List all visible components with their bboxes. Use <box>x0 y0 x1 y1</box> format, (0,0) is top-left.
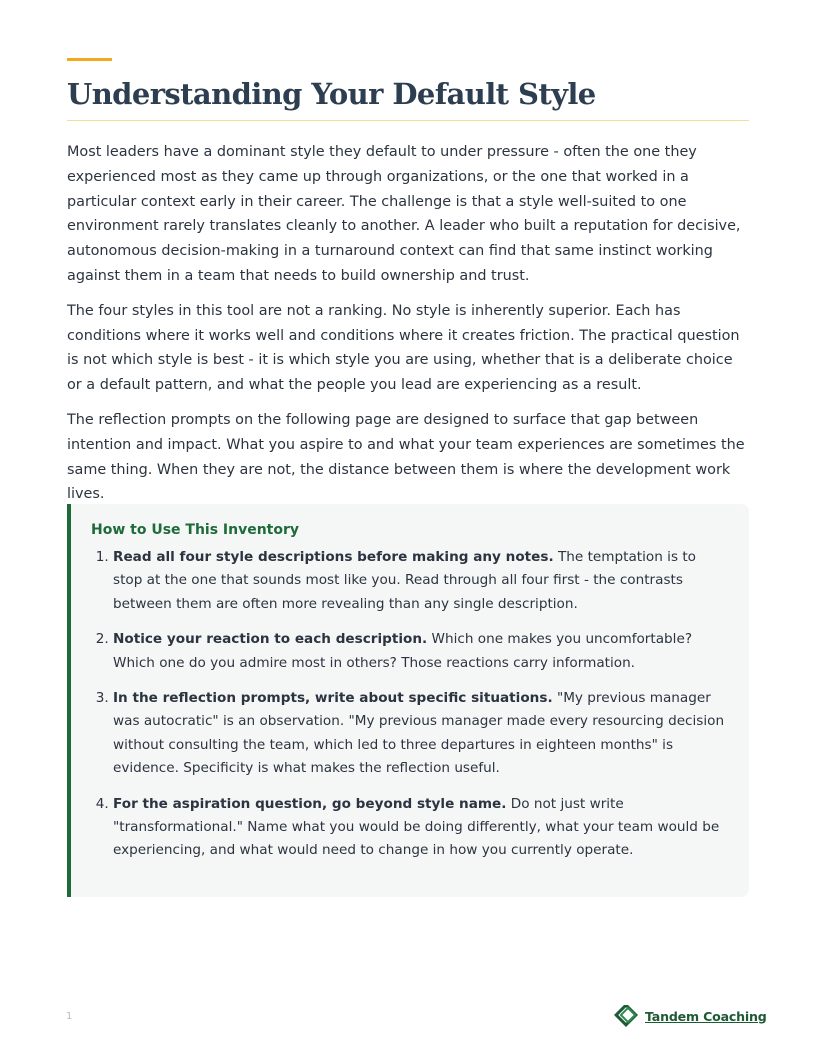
instruction-list <box>91 546 727 863</box>
list-item <box>113 687 727 781</box>
step-lead: Read all four style descriptions before making any notes. <box>113 549 554 565</box>
title-accent-bar <box>67 58 112 61</box>
tandem-logo-icon <box>614 1005 640 1027</box>
step-text: Do not just write "transformational." Name what you would be doing differently, what your team would be experiencing, and what would need to change in how you currently operate. <box>113 795 720 859</box>
step-lead: Notice your reaction to each description. <box>113 631 428 648</box>
brand-logo <box>614 1005 767 1027</box>
callout-heading: How to Use This Inventory <box>91 522 300 538</box>
list-item <box>113 546 727 616</box>
brand-name: Tandem Coaching <box>645 1008 767 1024</box>
paragraph-2: The four styles in this tool are not a ranking. No style is inherently superior. Each has conditions where it works well and conditions where it creates friction. The practical question is not which style is best - it is which style you are using, whether that is a deliberate choice or a default pattern, and what the people you lead are experiencing as a result. <box>67 302 740 394</box>
list-item <box>113 628 727 675</box>
step-text: The temptation is to stop at the one that sounds most like you. Read through all four first - the contrasts between them are often more revealing than any single description. <box>113 549 696 612</box>
step-lead: For the aspiration question, go beyond style name. <box>113 795 507 812</box>
step-text: "My previous manager was autocratic" is an observation. "My previous manager made every resourcing decision without consulting the team, which led to three departures in eighteen months" is evidence. Specificity is what makes the reflection useful. <box>113 690 725 777</box>
page-title: Understanding Your Default Style <box>67 77 596 111</box>
title-divider <box>67 120 749 121</box>
step-lead: In the reflection prompts, write about specific situations. <box>113 690 553 707</box>
paragraph-1: Most leaders have a dominant style they default to under pressure - often the one they experienced most as they came up through organizations, or the one that worked in a particular context early in their career. The challenge is that a style well-suited to one environment rarely translates cleanly to another. A leader who built a reputation for decisive, autonomous decision-making in a turnaround context can find that same instinct working against them in a team that needs to build ownership and trust. <box>67 144 741 284</box>
list-item <box>113 793 727 863</box>
page-number: 1 <box>66 1011 73 1022</box>
step-text: Which one makes you uncomfortable? Which one do you admire most in others? Those reactions carry information. <box>113 631 693 671</box>
paragraph-3: The reflection prompts on the following page are designed to surface that gap between intention and impact. What you aspire to and what your team experiences are sometimes the same thing. When they are not, the distance between them is where the development work lives. <box>67 411 745 503</box>
body-text <box>67 140 751 517</box>
how-to-use-callout <box>67 504 749 897</box>
